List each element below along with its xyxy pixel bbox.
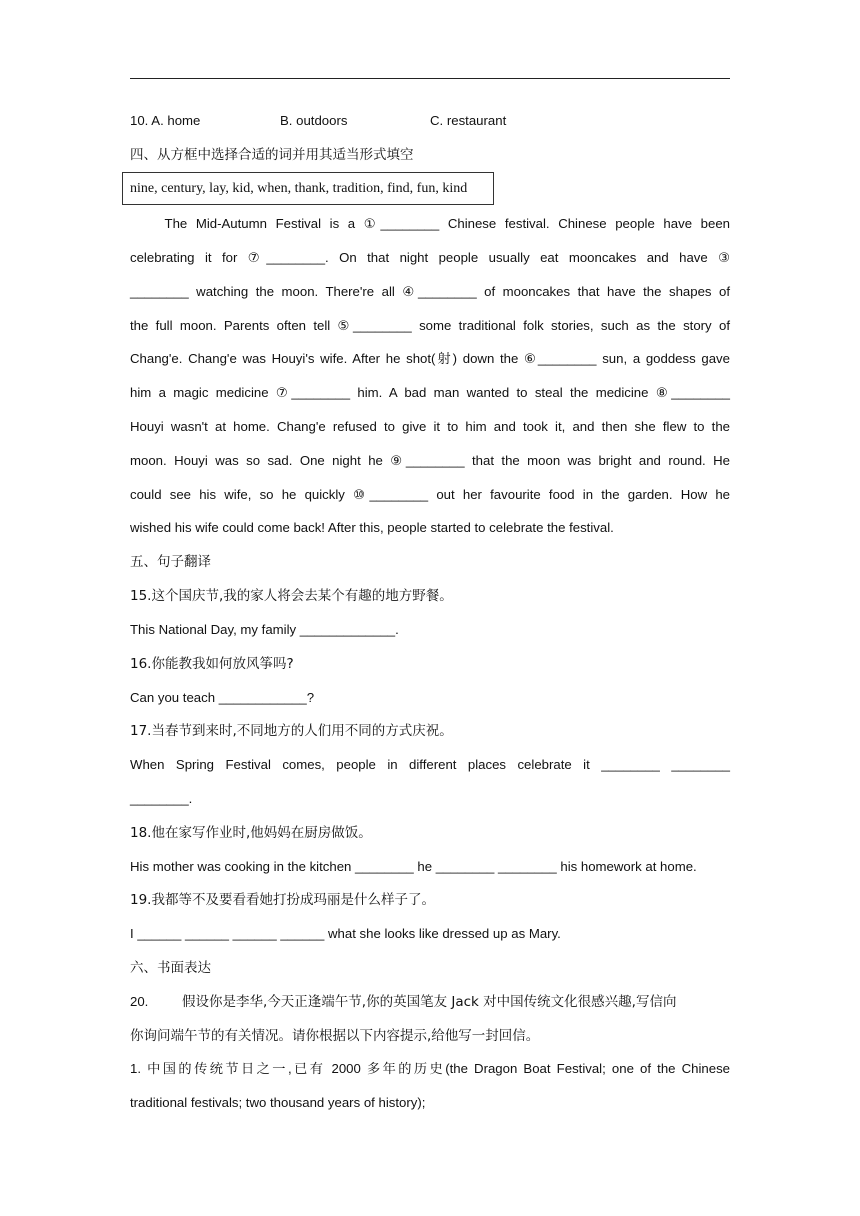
q20-point1-line1: 1. 中国的传统节日之一,已有 2000 多年的历史(the Dragon Boat Festival; one of the Chinese [130,1061,730,1076]
passage-line: wished his wife could come back! After this, people started to celebrate the festival. [130,520,614,535]
q18-english: His mother was cooking in the kitchen ________ he ________ ________ his homework at home. [130,859,697,874]
q15-chinese: 15.这个国庆节,我的家人将会去某个有趣的地方野餐。 [130,588,453,604]
q20-prompt-line2: 你询问端午节的有关情况。请你根据以下内容提示,给他写一封回信。 [130,1028,540,1044]
q10-option-c: C. restaurant [430,113,507,128]
passage-line: Houyi wasn't at home. Chang'e refused to give it to him and took it, and then she flew to the [130,419,730,434]
passage-line: could see his wife, so he quickly ⑩________ out her favourite food in the garden. How he [130,487,730,502]
q20-point1-line2: traditional festivals; two thousand years of history); [130,1095,426,1110]
q15-english: This National Day, my family _____________. [130,622,399,637]
section6-heading: 六、书面表达 [130,960,211,976]
passage-line: ________ watching the moon. There're all ④________ of mooncakes that have the shapes of [130,284,730,299]
section5-heading: 五、句子翻译 [130,554,211,570]
passage-line: him a magic medicine ⑦________ him. A bad man wanted to steal the medicine ⑧________ [130,385,730,400]
passage-line: moon. Houyi was so sad. One night he ⑨________ that the moon was bright and round. He [130,453,730,468]
q17-chinese: 17.当春节到来时,不同地方的人们用不同的方式庆祝。 [130,723,453,739]
q20-prompt-line1 [130,993,730,1011]
q10-option-a: 10. A. home [130,113,201,128]
section4-heading: 四、从方框中选择合适的词并用其适当形式填空 [130,147,414,163]
passage-line: Chang'e. Chang'e was Houyi's wife. After he shot(射) down the ⑥________ sun, a goddess gave [130,351,730,366]
q18-chinese: 18.他在家写作业时,他妈妈在厨房做饭。 [130,825,372,841]
top-rule [130,78,730,79]
q17-english-line1: When Spring Festival comes, people in different places celebrate it ________ ________ [130,757,730,772]
passage-line: The Mid-Autumn Festival is a ①________ Chinese festival. Chinese people have been [130,216,730,231]
q16-english: Can you teach ____________? [130,690,315,705]
q20-prompt-text: 假设你是李华,今天正逢端午节,你的英国笔友 Jack 对中国传统文化很感兴趣,写信向 [182,994,677,1010]
q19-chinese: 19.我都等不及要看看她打扮成玛丽是什么样子了。 [130,892,435,908]
q16-chinese: 16.你能教我如何放风筝吗? [130,656,294,672]
q19-english: I ______ ______ ______ ______ what she looks like dressed up as Mary. [130,926,561,941]
passage-line: the full moon. Parents often tell ⑤________ some traditional folk stories, such as the story of [130,318,730,333]
q20-number: 20. [130,994,149,1009]
q10-option-b: B. outdoors [280,113,348,128]
q17-english-line2: ________. [130,791,193,806]
word-box: nine, century, lay, kid, when, thank, tradition, find, fun, kind [122,172,494,205]
passage-line: celebrating it for ⑦________. On that night people usually eat mooncakes and have ③ [130,250,730,265]
